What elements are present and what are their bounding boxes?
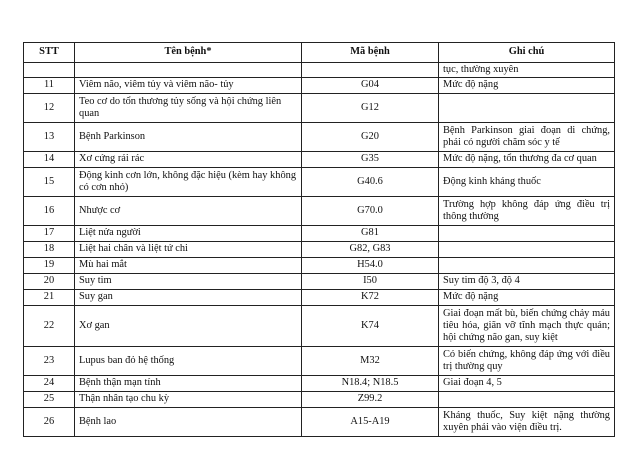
- table-row: [24, 168, 615, 197]
- cell-stt: 22: [24, 306, 75, 347]
- cell-code: [302, 63, 439, 78]
- cell-name: Động kinh cơn lớn, không đặc hiệu (kèm hay không có cơn nhỏ): [75, 168, 302, 197]
- cell-code: N18.4; N18.5: [302, 376, 439, 392]
- cell-name: Nhược cơ: [75, 197, 302, 226]
- cell-name: Teo cơ do tổn thương tủy sống và hội chứng liên quan: [75, 94, 302, 123]
- table-row: [24, 392, 615, 408]
- cell-note: [439, 94, 615, 123]
- cell-stt: [24, 63, 75, 78]
- cell-code: K74: [302, 306, 439, 347]
- cell-name: Xơ gan: [75, 306, 302, 347]
- cell-name: Bệnh Parkinson: [75, 123, 302, 152]
- table-row: [24, 376, 615, 392]
- cell-stt: 15: [24, 168, 75, 197]
- table-row: [24, 290, 615, 306]
- cell-stt: 21: [24, 290, 75, 306]
- cell-code: I50: [302, 274, 439, 290]
- cell-code: H54.0: [302, 258, 439, 274]
- cell-note: Mức độ nặng: [439, 78, 615, 94]
- cell-stt: 23: [24, 347, 75, 376]
- cell-stt: 19: [24, 258, 75, 274]
- cell-code: G70.0: [302, 197, 439, 226]
- table-row: [24, 226, 615, 242]
- table-row: [24, 242, 615, 258]
- cell-code: G20: [302, 123, 439, 152]
- table-row: [24, 94, 615, 123]
- cell-code: Z99.2: [302, 392, 439, 408]
- cell-name: Viêm não, viêm tủy và viêm não- tủy: [75, 78, 302, 94]
- cell-note: Suy tim độ 3, độ 4: [439, 274, 615, 290]
- cell-note: [439, 242, 615, 258]
- header-disease-name: Tên bệnh*: [75, 43, 302, 63]
- cell-note: [439, 226, 615, 242]
- table-row: [24, 78, 615, 94]
- cell-note: Mức độ nặng: [439, 290, 615, 306]
- cell-stt: 14: [24, 152, 75, 168]
- header-note: Ghi chú: [439, 43, 615, 63]
- cell-note: Kháng thuốc, Suy kiệt nặng thường xuyên phải vào viện điều trị.: [439, 408, 615, 437]
- cell-name: Liệt nửa người: [75, 226, 302, 242]
- cell-name: [75, 63, 302, 78]
- cell-stt: 25: [24, 392, 75, 408]
- cell-name: Suy gan: [75, 290, 302, 306]
- cell-note: Động kinh kháng thuốc: [439, 168, 615, 197]
- cell-code: G35: [302, 152, 439, 168]
- cell-code: G40.6: [302, 168, 439, 197]
- cell-stt: 20: [24, 274, 75, 290]
- table-row: [24, 197, 615, 226]
- cell-stt: 18: [24, 242, 75, 258]
- disease-table: [23, 42, 615, 437]
- document-page: [23, 42, 614, 437]
- cell-code: M32: [302, 347, 439, 376]
- cell-code: G81: [302, 226, 439, 242]
- cell-note: Có biến chứng, không đáp ứng với điều trị thường quy: [439, 347, 615, 376]
- table-header-row: [24, 43, 615, 63]
- cell-code: K72: [302, 290, 439, 306]
- cell-name: Mù hai mắt: [75, 258, 302, 274]
- cell-code: A15-A19: [302, 408, 439, 437]
- table-row: [24, 408, 615, 437]
- cell-code: G82, G83: [302, 242, 439, 258]
- table-row: [24, 123, 615, 152]
- table-row: [24, 258, 615, 274]
- cell-code: G12: [302, 94, 439, 123]
- table-row: [24, 274, 615, 290]
- header-stt: STT: [24, 43, 75, 63]
- table-row: [24, 306, 615, 347]
- table-row: [24, 347, 615, 376]
- table-row: [24, 152, 615, 168]
- cell-stt: 13: [24, 123, 75, 152]
- cell-name: Liệt hai chân và liệt tứ chi: [75, 242, 302, 258]
- cell-stt: 17: [24, 226, 75, 242]
- cell-stt: 11: [24, 78, 75, 94]
- cell-name: Thận nhân tạo chu kỳ: [75, 392, 302, 408]
- cell-code: G04: [302, 78, 439, 94]
- cell-note: tục, thường xuyên: [439, 63, 615, 78]
- header-disease-code: Mã bệnh: [302, 43, 439, 63]
- cell-stt: 16: [24, 197, 75, 226]
- cell-note: Trường hợp không đáp ứng điều trị thông thường: [439, 197, 615, 226]
- cell-name: Xơ cứng rải rác: [75, 152, 302, 168]
- cell-note: [439, 258, 615, 274]
- cell-stt: 12: [24, 94, 75, 123]
- table-row-continuation: [24, 63, 615, 78]
- cell-name: Suy tim: [75, 274, 302, 290]
- cell-stt: 24: [24, 376, 75, 392]
- cell-name: Bệnh lao: [75, 408, 302, 437]
- cell-note: [439, 392, 615, 408]
- cell-name: Lupus ban đỏ hệ thống: [75, 347, 302, 376]
- cell-stt: 26: [24, 408, 75, 437]
- cell-note: Giai đoạn mất bù, biến chứng chảy máu tiêu hóa, giãn vỡ tĩnh mạch thực quản; hội chứng não gan, suy kiệt: [439, 306, 615, 347]
- cell-note: Mức độ nặng, tổn thương đa cơ quan: [439, 152, 615, 168]
- cell-note: Giai đoạn 4, 5: [439, 376, 615, 392]
- cell-name: Bệnh thận mạn tính: [75, 376, 302, 392]
- cell-note: Bệnh Parkinson giai đoạn di chứng, phải có người chăm sóc y tế: [439, 123, 615, 152]
